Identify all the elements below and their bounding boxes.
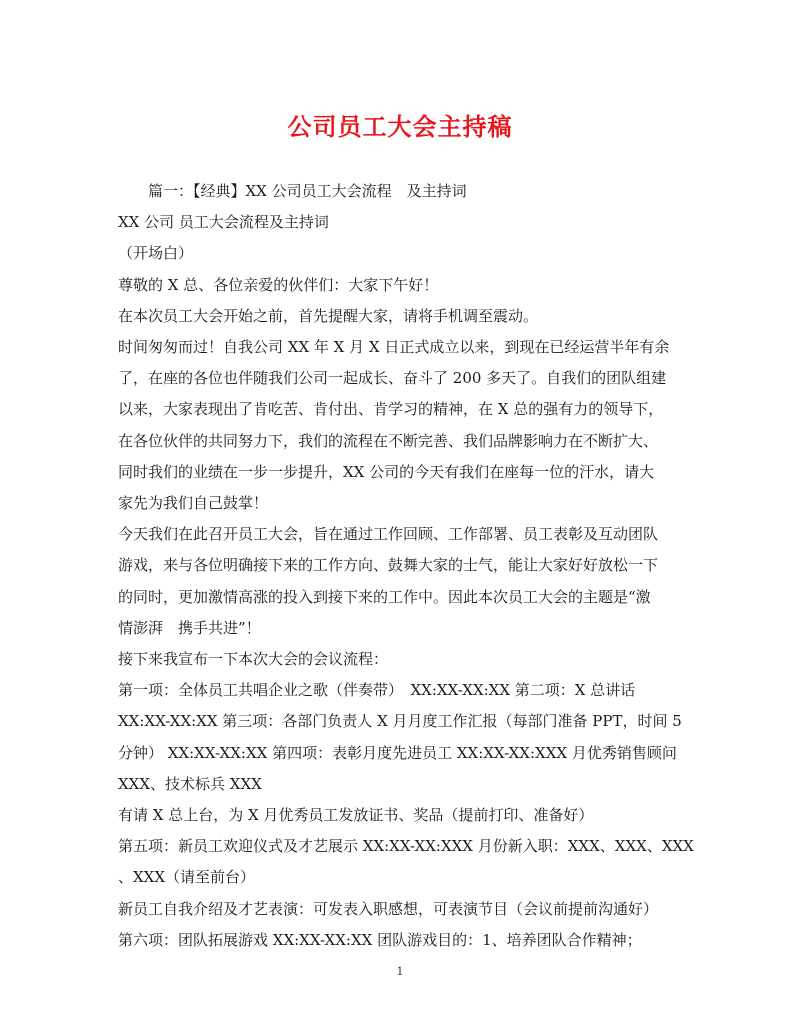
paragraph xyxy=(118,332,684,519)
text-line: 的同时，更加激情高涨的投入到接下来的工作中。因此本次员工大会的主题是“激 xyxy=(118,587,651,606)
paragraph xyxy=(118,238,684,269)
paragraph xyxy=(118,831,694,893)
document-body xyxy=(118,176,694,956)
text-line: 在本次员工大会开始之前，首先提醒大家，请将手机调至震动。 xyxy=(118,306,539,325)
text-line: 第五项：新员工欢迎仪式及才艺展示 XX:XX-XX:XXX 月份新入职：XXX、XXX、XXX xyxy=(118,837,694,856)
paragraph xyxy=(118,176,684,207)
text-line: 、XXX（请至前台） xyxy=(118,868,256,887)
text-line: （开场白） xyxy=(118,244,194,263)
text-line: 今天我们在此召开员工大会，旨在通过工作回顾、工作部署、员工表彰及互动团队 xyxy=(118,525,659,544)
text-line: 第一项：全体员工共唱企业之歌（伴奏带） XX:XX-XX:XX 第二项：X 总讲话 xyxy=(118,681,636,700)
document-title: 公司员工大会主持稿 xyxy=(287,112,513,141)
text-line: 篇一：【经典】XX 公司员工大会流程 及主持词 xyxy=(148,182,467,200)
text-line: XXX、技术标兵 XXX xyxy=(118,774,262,793)
paragraph xyxy=(118,925,684,956)
paragraph xyxy=(118,675,684,800)
text-line: 尊敬的 X 总、各位亲爱的伙伴们：大家下午好！ xyxy=(118,275,439,294)
paragraph xyxy=(118,301,684,332)
paragraph xyxy=(118,207,684,238)
text-line: 家先为我们自己鼓掌！ xyxy=(118,494,269,513)
text-line: 同时我们的业绩在一步一步提升，XX 公司的今天有我们在座每一位的汗水，请大 xyxy=(118,462,655,481)
text-line: 有请 X 总上台，为 X 月优秀员工发放证书、奖品（提前打印、准备好） xyxy=(118,806,594,825)
paragraph xyxy=(118,270,684,301)
paragraph xyxy=(118,894,684,925)
paragraph xyxy=(118,800,684,831)
text-line: XX:XX-XX:XX 第三项：各部门负责人 X 月月度工作汇报（每部门准备 PPT，时间 5 xyxy=(118,712,682,731)
text-line: XX 公司 员工大会流程及主持词 xyxy=(118,213,329,232)
paragraph xyxy=(118,519,684,644)
text-line: 时间匆匆而过！自我公司 XX 年 X 月 X 日正式成立以来，到现在已经运营半年有余 xyxy=(118,338,670,357)
paragraph xyxy=(118,644,684,675)
text-line: 以来，大家表现出了肯吃苦、肯付出、肯学习的精神，在 X 总的强有力的领导下， xyxy=(118,400,664,419)
text-line: 在各位伙伴的共同努力下，我们的流程在不断完善、我们品牌影响力在不断扩大、 xyxy=(118,431,659,450)
text-line: 第六项：团队拓展游戏 XX:XX-XX:XX 团队游戏目的：1、培养团队合作精神； xyxy=(118,930,642,949)
text-line: 了，在座的各位也伴随我们公司一起成长、奋斗了 200 多天了。自我们的团队组建 xyxy=(118,369,667,388)
text-line: 分钟） XX:XX-XX:XX 第四项：表彰月度先进员工 XX:XX-XX:XXX 月优秀销售顾问 xyxy=(118,743,677,762)
text-line: 情澎湃 携手共进”！ xyxy=(118,618,261,637)
page-number: 1 xyxy=(396,965,404,978)
text-line: 接下来我宣布一下本次大会的会议流程： xyxy=(118,650,389,669)
text-line: 新员工自我介绍及才艺表演：可发表入职感想，可表演节目（会议前提前沟通好） xyxy=(118,899,659,918)
text-line: 游戏，来与各位明确接下来的工作方向、鼓舞大家的士气，能让大家好好放松一下 xyxy=(118,556,659,575)
